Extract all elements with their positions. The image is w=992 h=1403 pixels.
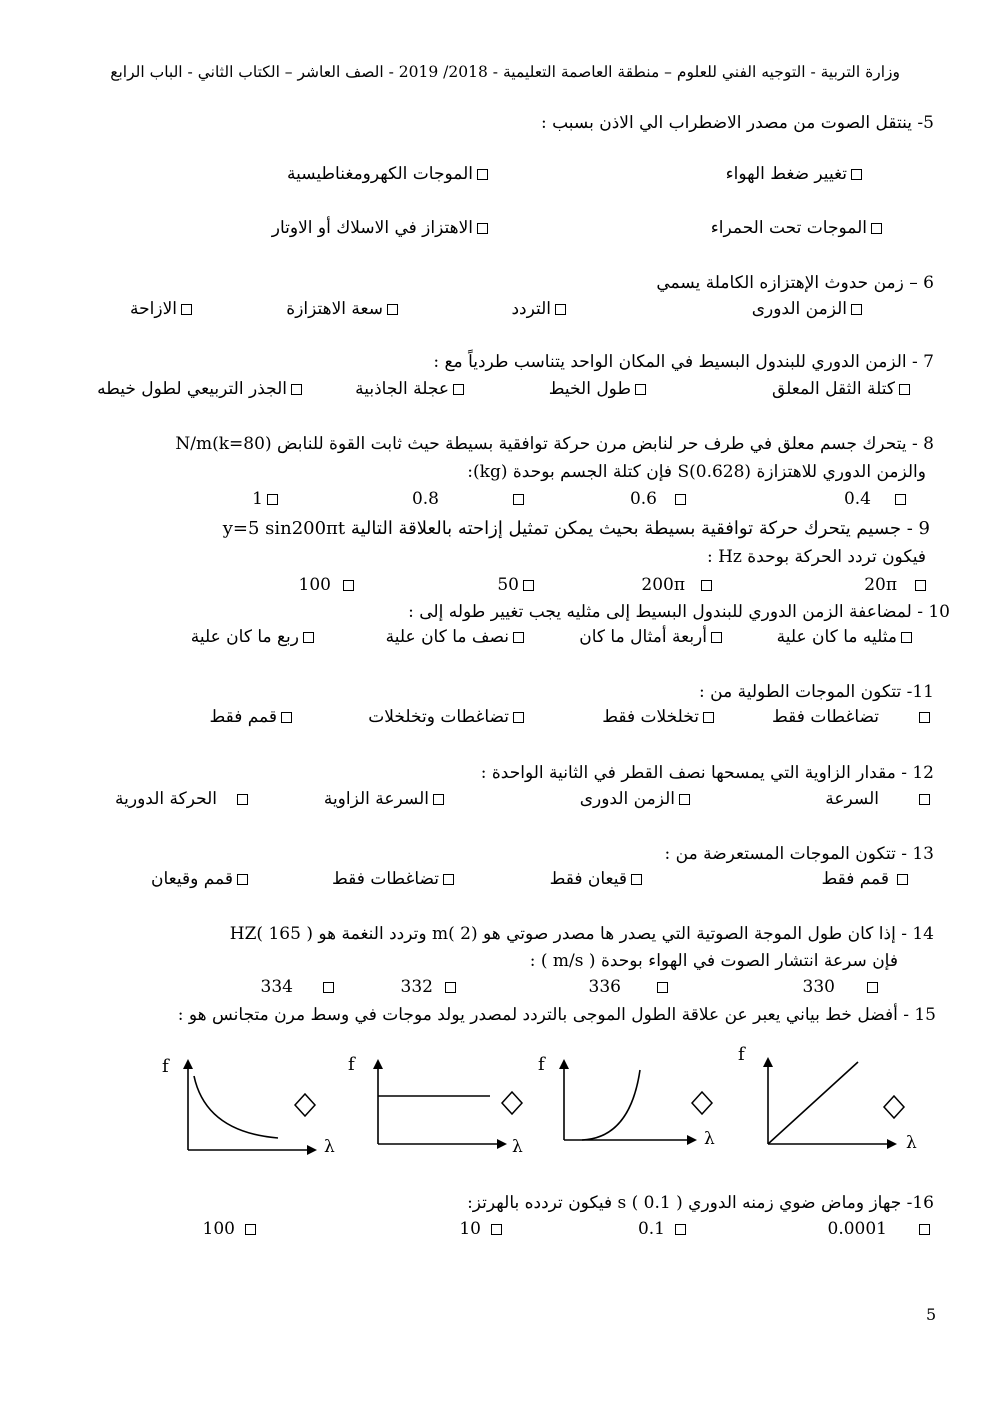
checkbox-icon[interactable] (281, 712, 292, 723)
checkbox-icon[interactable] (303, 632, 314, 643)
checkbox-icon[interactable] (433, 794, 444, 805)
checkbox-icon[interactable] (343, 580, 354, 591)
q7-option-2[interactable]: طول الخيط (549, 378, 650, 400)
question-7: 7 - الزمن الدوري للبندول البسيط في المكان الواحد يتناسب طردياً مع : (433, 352, 934, 372)
q11-option-2[interactable]: تخلخلات فقط (602, 706, 718, 728)
q10-option-4[interactable]: ربع ما كان علية (191, 626, 318, 648)
q12-option-3[interactable]: السرعة الزاوية (324, 788, 448, 810)
checkbox-icon[interactable] (555, 304, 566, 315)
checkbox-icon[interactable] (513, 494, 524, 505)
q11-option-3[interactable]: تضاغطات وتخلخلات (368, 706, 528, 728)
question-14: 14 - إذا كان طول الموجة الصوتية التي يصدر ها مصدر صوتي هو m( 2) وتردد النغمة هو HZ( 165 ) (229, 924, 934, 944)
graph-2-y-arrow (559, 1059, 569, 1069)
graph-option-1[interactable] (730, 1040, 930, 1160)
q10-option-3[interactable]: نصف ما كان علية (386, 626, 528, 648)
q9-option-1[interactable]: 20π (864, 574, 930, 596)
checkbox-icon[interactable] (899, 384, 910, 395)
q8-option-4[interactable]: 1 (252, 488, 282, 510)
graph-1-curve (768, 1062, 858, 1144)
q6-option-1[interactable]: الزمن الدورى (752, 298, 866, 320)
q12-option-1[interactable]: السرعة (825, 788, 934, 810)
q13-option-1[interactable]: قمم فقط (821, 868, 912, 890)
question-5: 5- ينتقل الصوت من مصدر الاضطراب الي الاذن بسبب : (540, 113, 934, 133)
checkbox-icon[interactable] (181, 304, 192, 315)
q9-option-3[interactable]: 50 (497, 574, 538, 596)
checkbox-icon[interactable] (703, 712, 714, 723)
checkbox-icon[interactable] (851, 304, 862, 315)
checkbox-icon[interactable] (915, 580, 926, 591)
graph-3-x-arrow (497, 1139, 507, 1149)
q8-option-3[interactable]: 0.8 (412, 488, 528, 510)
question-10: 10 - لمضاعفة الزمن الدوري للبندول البسيط إلى مثليه يجب تغيير طوله إلى : (408, 602, 950, 622)
checkbox-icon[interactable] (443, 874, 454, 885)
graph-4-x-label: λ (324, 1137, 335, 1157)
checkbox-icon[interactable] (245, 1224, 256, 1235)
checkbox-icon[interactable] (237, 794, 248, 805)
q16-option-2[interactable]: 0.1 (638, 1218, 690, 1240)
graph-3-y-label: f (348, 1054, 355, 1075)
graph-2-x-arrow (687, 1135, 697, 1145)
checkbox-icon[interactable] (871, 223, 882, 234)
graph-1-y-arrow (763, 1057, 773, 1067)
q11-option-4[interactable]: قمم فقط (209, 706, 296, 728)
q10-option-1[interactable]: مثليه ما كان علية (777, 626, 916, 648)
page-header: وزارة التربية - التوجيه الفني للعلوم – منطقة العاصمة التعليمية - 2018/ 2019 - الصف العاشر – الكتاب الثاني - الباب الرابع (110, 63, 900, 81)
question-15: 15 - أفضل خط بياني يعبر عن علاقة الطول الموجى بالتردد لمصدر يولد موجات في وسط مرن متجانس هو : (177, 1005, 936, 1025)
q6-option-2[interactable]: التردد (511, 298, 570, 320)
q8-option-1[interactable]: 0.4 (844, 488, 910, 510)
diamond-choice-icon[interactable] (692, 1092, 712, 1114)
checkbox-icon[interactable] (291, 384, 302, 395)
diamond-choice-icon[interactable] (295, 1094, 315, 1116)
q11-option-1[interactable]: تضاغطات فقط (772, 706, 934, 728)
checkbox-icon[interactable] (901, 632, 912, 643)
diamond-choice-icon[interactable] (884, 1096, 904, 1118)
q7-option-3[interactable]: عجلة الجاذبية (355, 378, 468, 400)
q16-option-1[interactable]: 0.0001 (828, 1218, 934, 1240)
question-9: 9 - جسيم يتحرك حركة توافقية بسيطة بحيث يمكن تمثيل إزاحته بالعلاقة التالية y=5 sin200πt (222, 518, 930, 539)
q12-option-2[interactable]: الزمن الدورى (580, 788, 694, 810)
checkbox-icon[interactable] (895, 494, 906, 505)
checkbox-icon[interactable] (323, 982, 334, 993)
q6-option-3[interactable]: سعة الاهتزازة (286, 298, 402, 320)
checkbox-icon[interactable] (491, 1224, 502, 1235)
checkbox-icon[interactable] (635, 384, 646, 395)
checkbox-icon[interactable] (477, 223, 488, 234)
graph-2-y-label: f (538, 1054, 545, 1075)
checkbox-icon[interactable] (387, 304, 398, 315)
checkbox-icon[interactable] (445, 982, 456, 993)
checkbox-icon[interactable] (679, 794, 690, 805)
q9-option-2[interactable]: 200π (641, 574, 716, 596)
checkbox-icon[interactable] (919, 1224, 930, 1235)
checkbox-icon[interactable] (237, 874, 248, 885)
checkbox-icon[interactable] (657, 982, 668, 993)
checkbox-icon[interactable] (851, 169, 862, 180)
checkbox-icon[interactable] (867, 982, 878, 993)
q13-option-3[interactable]: تضاغطات فقط (332, 868, 458, 890)
graph-2-curve (582, 1070, 640, 1140)
checkbox-icon[interactable] (477, 169, 488, 180)
checkbox-icon[interactable] (919, 712, 930, 723)
question-8: 8 - يتحرك جسم معلق في طرف حر لنابض مرن حركة توافقية بسيطة حيث ثابت القوة للنابض (k=80)N/m (175, 434, 934, 454)
graph-4-x-arrow (307, 1145, 317, 1155)
q10-option-2[interactable]: أربعة أمثال ما كان (579, 626, 726, 648)
q5-option-3[interactable]: الموجات تحت الحمراء (711, 217, 886, 239)
question-11: 11- تتكون الموجات الطولية من : (699, 682, 934, 702)
q7-option-1[interactable]: كتلة الثقل المعلق (772, 378, 914, 400)
checkbox-icon[interactable] (523, 580, 534, 591)
question-14-line-2: فإن سرعة انتشار الصوت في الهواء بوحدة ( m/s ) : (529, 951, 898, 971)
q14-option-4[interactable]: 334 (261, 976, 338, 998)
question-16: 16- جهاز وماض ضوي زمنه الدوري s ( 0.1 ) فيكون تردده بالهرتز: (467, 1193, 934, 1213)
checkbox-icon[interactable] (513, 632, 524, 643)
q14-option-1[interactable]: 330 (803, 976, 882, 998)
q13-option-2[interactable]: قيعان فقط (550, 868, 646, 890)
q16-option-3[interactable]: 10 (459, 1218, 506, 1240)
q9-option-4[interactable]: 100 (299, 574, 358, 596)
q13-option-4[interactable]: قمم وقيعان (151, 868, 252, 890)
graph-1-x-arrow (887, 1139, 897, 1149)
question-8-line-2: والزمن الدوري للاهتزازة S(0.628) فإن كتلة الجسم بوحدة (kg): (467, 462, 926, 482)
checkbox-icon[interactable] (513, 712, 524, 723)
checkbox-icon[interactable] (919, 794, 930, 805)
graph-3-x-label: λ (512, 1137, 523, 1157)
q5-option-1[interactable]: تغيير ضغط الهواء (726, 163, 866, 185)
graph-option-3[interactable] (340, 1048, 540, 1168)
graph-option-2[interactable] (530, 1048, 730, 1163)
q5-option-2[interactable]: الموجات الكهرومغناطيسية (287, 163, 492, 185)
graph-4-curve (194, 1076, 278, 1138)
graph-4-y-label: f (162, 1056, 169, 1077)
question-12: 12 - مقدار الزاوية التي يمسحها نصف القطر في الثانية الواحدة : (480, 763, 934, 783)
diamond-choice-icon[interactable] (502, 1092, 522, 1114)
q6-option-4[interactable]: الازاحة (130, 298, 196, 320)
checkbox-icon[interactable] (453, 384, 464, 395)
checkbox-icon[interactable] (267, 494, 278, 505)
checkbox-icon[interactable] (675, 1224, 686, 1235)
q12-option-4[interactable]: الحركة الدورية (115, 788, 252, 810)
q16-option-4[interactable]: 100 (203, 1218, 260, 1240)
question-9-line-2: فيكون تردد الحركة بوحدة Hz : (706, 547, 926, 567)
q14-option-3[interactable]: 332 (401, 976, 460, 998)
question-6: 6 – زمن حدوث الإهتزازه الكاملة يسمي (656, 273, 934, 293)
graph-1-x-label: λ (906, 1133, 917, 1153)
question-13: 13 - تتكون الموجات المستعرضة من : (664, 844, 934, 864)
q8-option-2[interactable]: 0.6 (630, 488, 690, 510)
graph-2-x-label: λ (704, 1129, 715, 1149)
graph-4-y-arrow (183, 1059, 193, 1069)
checkbox-icon[interactable] (631, 874, 642, 885)
graph-option-4[interactable] (158, 1048, 358, 1168)
graph-1-y-label: f (738, 1044, 745, 1065)
q14-option-2[interactable]: 336 (589, 976, 672, 998)
q7-option-4[interactable]: الجذر التربيعي لطول خيطه (97, 378, 306, 400)
graph-3-y-arrow (373, 1059, 383, 1069)
checkbox-icon[interactable] (711, 632, 722, 643)
q5-option-4[interactable]: الاهتزاز في الاسلاك أو الاوتار (272, 217, 492, 239)
page-number: 5 (926, 1305, 937, 1324)
checkbox-icon[interactable] (897, 874, 908, 885)
checkbox-icon[interactable] (675, 494, 686, 505)
checkbox-icon[interactable] (701, 580, 712, 591)
